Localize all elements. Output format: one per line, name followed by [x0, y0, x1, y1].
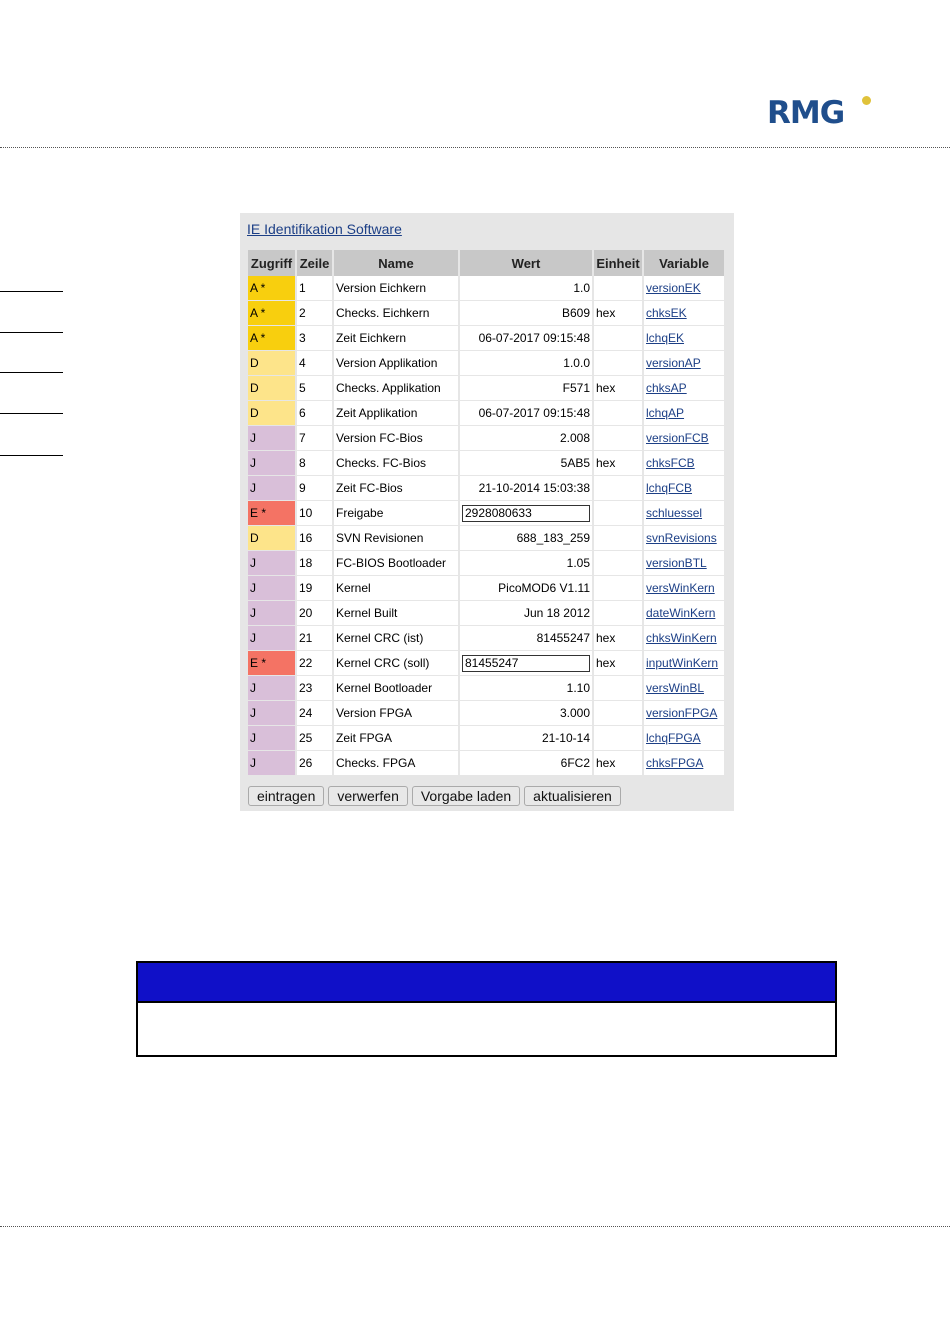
table-row	[248, 626, 724, 651]
table-row	[248, 426, 724, 451]
parameter-name-cell: Kernel CRC (ist)	[334, 626, 458, 651]
unit-cell: hex	[594, 376, 642, 401]
access-level-cell: J	[248, 551, 295, 576]
parameter-name-cell: Kernel CRC (soll)	[334, 651, 458, 676]
table-row	[248, 651, 724, 676]
unit-cell	[594, 476, 642, 501]
table-row	[248, 451, 724, 476]
col-header-wert: Wert	[460, 250, 592, 276]
parameter-name-cell: Checks. FC-Bios	[334, 451, 458, 476]
table-row	[248, 301, 724, 326]
parameter-name-cell: Checks. Eichkern	[334, 301, 458, 326]
table-header-row	[248, 250, 724, 276]
parameter-name-cell: Zeit Eichkern	[334, 326, 458, 351]
line-number-cell: 22	[297, 651, 332, 676]
value-cell: 6FC2	[460, 751, 592, 776]
variable-link[interactable]: chksFPGA	[646, 756, 704, 770]
variable-cell	[644, 301, 724, 326]
value-cell: 1.0	[460, 276, 592, 301]
variable-cell	[644, 526, 724, 551]
variable-cell	[644, 351, 724, 376]
unit-cell: hex	[594, 626, 642, 651]
variable-cell	[644, 651, 724, 676]
parameter-table	[246, 250, 726, 776]
variable-link[interactable]: schluessel	[646, 506, 703, 520]
value-cell: PicoMOD6 V1.11	[460, 576, 592, 601]
table-row	[248, 401, 724, 426]
variable-cell	[644, 326, 724, 351]
table-row	[248, 601, 724, 626]
variable-link[interactable]: versWinKern	[646, 581, 715, 595]
variable-link[interactable]: chksWinKern	[646, 631, 717, 645]
parameter-name-cell: Zeit FPGA	[334, 726, 458, 751]
variable-link[interactable]: inputWinKern	[646, 656, 719, 670]
parameter-name-cell: Checks. FPGA	[334, 751, 458, 776]
variable-link[interactable]: dateWinKern	[646, 606, 716, 620]
variable-cell	[644, 576, 724, 601]
aktualisieren-button[interactable]: aktualisieren	[524, 786, 621, 806]
line-number-cell: 24	[297, 701, 332, 726]
variable-link[interactable]: lchqFCB	[646, 481, 693, 495]
vorgabe-laden-button[interactable]: Vorgabe laden	[412, 786, 520, 806]
parameter-name-cell: Version FPGA	[334, 701, 458, 726]
variable-cell	[644, 601, 724, 626]
access-level-cell: D	[248, 351, 295, 376]
variable-cell	[644, 751, 724, 776]
variable-link[interactable]: lchqAP	[646, 406, 685, 420]
value-cell: 1.0.0	[460, 351, 592, 376]
variable-link[interactable]: versionBTL	[646, 556, 707, 570]
variable-link[interactable]: lchqFPGA	[646, 731, 701, 745]
variable-cell	[644, 726, 724, 751]
variable-link[interactable]: svnRevisions	[646, 531, 717, 545]
unit-cell	[594, 726, 642, 751]
variable-cell	[644, 676, 724, 701]
variable-link[interactable]: lchqEK	[646, 331, 685, 345]
parameter-name-cell: FC-BIOS Bootloader	[334, 551, 458, 576]
variable-link[interactable]: versionEK	[646, 281, 701, 295]
variable-cell	[644, 376, 724, 401]
variable-cell	[644, 551, 724, 576]
margin-mark	[0, 291, 63, 292]
access-level-cell: A *	[248, 276, 295, 301]
line-number-cell: 9	[297, 476, 332, 501]
unit-cell: hex	[594, 751, 642, 776]
access-level-cell: E *	[248, 501, 295, 526]
value-cell: B609	[460, 301, 592, 326]
logo-text: RMG	[767, 95, 845, 131]
variable-link[interactable]: versWinBL	[646, 681, 705, 695]
line-number-cell: 5	[297, 376, 332, 401]
unit-cell	[594, 551, 642, 576]
verwerfen-button[interactable]: verwerfen	[328, 786, 407, 806]
unit-cell: hex	[594, 301, 642, 326]
parameter-name-cell: Freigabe	[334, 501, 458, 526]
margin-mark	[0, 455, 63, 456]
line-number-cell: 4	[297, 351, 332, 376]
margin-mark	[0, 372, 63, 373]
line-number-cell: 1	[297, 276, 332, 301]
line-number-cell: 19	[297, 576, 332, 601]
parameter-name-cell: Zeit Applikation	[334, 401, 458, 426]
value-cell: 5AB5	[460, 451, 592, 476]
col-header-zugriff: Zugriff	[248, 250, 295, 276]
access-level-cell: J	[248, 626, 295, 651]
footer-divider	[0, 1226, 950, 1227]
table-row	[248, 326, 724, 351]
access-level-cell: A *	[248, 301, 295, 326]
table-row	[248, 476, 724, 501]
button-row	[248, 786, 621, 806]
col-header-name: Name	[334, 250, 458, 276]
access-level-cell: D	[248, 526, 295, 551]
variable-cell	[644, 501, 724, 526]
unit-cell	[594, 426, 642, 451]
col-header-einheit: Einheit	[594, 250, 642, 276]
variable-cell	[644, 401, 724, 426]
unit-cell	[594, 326, 642, 351]
line-number-cell: 23	[297, 676, 332, 701]
line-number-cell: 8	[297, 451, 332, 476]
variable-link[interactable]: versionAP	[646, 356, 701, 370]
unit-cell	[594, 576, 642, 601]
identification-panel	[240, 213, 734, 811]
eintragen-button[interactable]: eintragen	[248, 786, 324, 806]
value-cell: 81455247	[460, 626, 592, 651]
variable-link[interactable]: chksEK	[646, 306, 687, 320]
value-cell: F571	[460, 376, 592, 401]
unit-cell: hex	[594, 451, 642, 476]
info-box	[136, 961, 837, 1057]
variable-cell	[644, 701, 724, 726]
line-number-cell: 7	[297, 426, 332, 451]
parameter-name-cell: Version Applikation	[334, 351, 458, 376]
value-input-field[interactable]	[462, 505, 590, 522]
access-level-cell: J	[248, 476, 295, 501]
table-row	[248, 526, 724, 551]
line-number-cell: 18	[297, 551, 332, 576]
parameter-name-cell: Version FC-Bios	[334, 426, 458, 451]
unit-cell	[594, 701, 642, 726]
table-row	[248, 351, 724, 376]
access-level-cell: J	[248, 576, 295, 601]
access-level-cell: J	[248, 451, 295, 476]
table-row	[248, 551, 724, 576]
line-number-cell: 3	[297, 326, 332, 351]
parameter-name-cell: Kernel Bootloader	[334, 676, 458, 701]
unit-cell	[594, 401, 642, 426]
parameter-name-cell: Kernel	[334, 576, 458, 601]
access-level-cell: J	[248, 426, 295, 451]
line-number-cell: 6	[297, 401, 332, 426]
parameter-name-cell: Zeit FC-Bios	[334, 476, 458, 501]
variable-link[interactable]: versionFCB	[646, 431, 709, 445]
line-number-cell: 25	[297, 726, 332, 751]
line-number-cell: 20	[297, 601, 332, 626]
unit-cell	[594, 526, 642, 551]
value-cell: 3.000	[460, 701, 592, 726]
variable-cell	[644, 426, 724, 451]
table-row	[248, 726, 724, 751]
table-row	[248, 376, 724, 401]
value-cell	[460, 651, 592, 676]
margin-mark	[0, 413, 63, 414]
unit-cell	[594, 276, 642, 301]
margin-mark	[0, 332, 63, 333]
col-header-variable: Variable	[644, 250, 724, 276]
variable-cell	[644, 451, 724, 476]
table-row	[248, 701, 724, 726]
unit-cell	[594, 351, 642, 376]
access-level-cell: A *	[248, 326, 295, 351]
unit-cell	[594, 676, 642, 701]
access-level-cell: J	[248, 751, 295, 776]
access-level-cell: J	[248, 701, 295, 726]
variable-cell	[644, 276, 724, 301]
value-cell: Jun 18 2012	[460, 601, 592, 626]
logo-dot-icon	[862, 96, 871, 105]
value-cell: 1.05	[460, 551, 592, 576]
parameter-name-cell: Version Eichkern	[334, 276, 458, 301]
unit-cell	[594, 601, 642, 626]
table-row	[248, 576, 724, 601]
parameter-name-cell: Kernel Built	[334, 601, 458, 626]
line-number-cell: 16	[297, 526, 332, 551]
unit-cell: hex	[594, 651, 642, 676]
info-box-header	[138, 963, 835, 1003]
line-number-cell: 26	[297, 751, 332, 776]
value-cell: 1.10	[460, 676, 592, 701]
value-input-field[interactable]	[462, 655, 590, 672]
table-row	[248, 751, 724, 776]
value-cell: 21-10-2014 15:03:38	[460, 476, 592, 501]
variable-link[interactable]: chksAP	[646, 381, 687, 395]
line-number-cell: 21	[297, 626, 332, 651]
variable-cell	[644, 626, 724, 651]
table-row	[248, 676, 724, 701]
table-row	[248, 276, 724, 301]
table-row	[248, 501, 724, 526]
access-level-cell: J	[248, 601, 295, 626]
col-header-zeile: Zeile	[297, 250, 332, 276]
variable-link[interactable]: chksFCB	[646, 456, 695, 470]
value-cell: 06-07-2017 09:15:48	[460, 401, 592, 426]
access-level-cell: J	[248, 676, 295, 701]
access-level-cell: D	[248, 376, 295, 401]
access-level-cell: J	[248, 726, 295, 751]
unit-cell	[594, 501, 642, 526]
access-level-cell: D	[248, 401, 295, 426]
parameter-name-cell: SVN Revisionen	[334, 526, 458, 551]
value-cell: 21-10-14	[460, 726, 592, 751]
access-level-cell: E *	[248, 651, 295, 676]
value-cell	[460, 501, 592, 526]
variable-cell	[644, 476, 724, 501]
value-cell: 2.008	[460, 426, 592, 451]
line-number-cell: 2	[297, 301, 332, 326]
line-number-cell: 10	[297, 501, 332, 526]
variable-link[interactable]: versionFPGA	[646, 706, 718, 720]
value-cell: 688_183_259	[460, 526, 592, 551]
header-divider	[0, 147, 950, 148]
panel-title-link[interactable]: IE Identifikation Software	[247, 221, 402, 237]
parameter-name-cell: Checks. Applikation	[334, 376, 458, 401]
value-cell: 06-07-2017 09:15:48	[460, 326, 592, 351]
